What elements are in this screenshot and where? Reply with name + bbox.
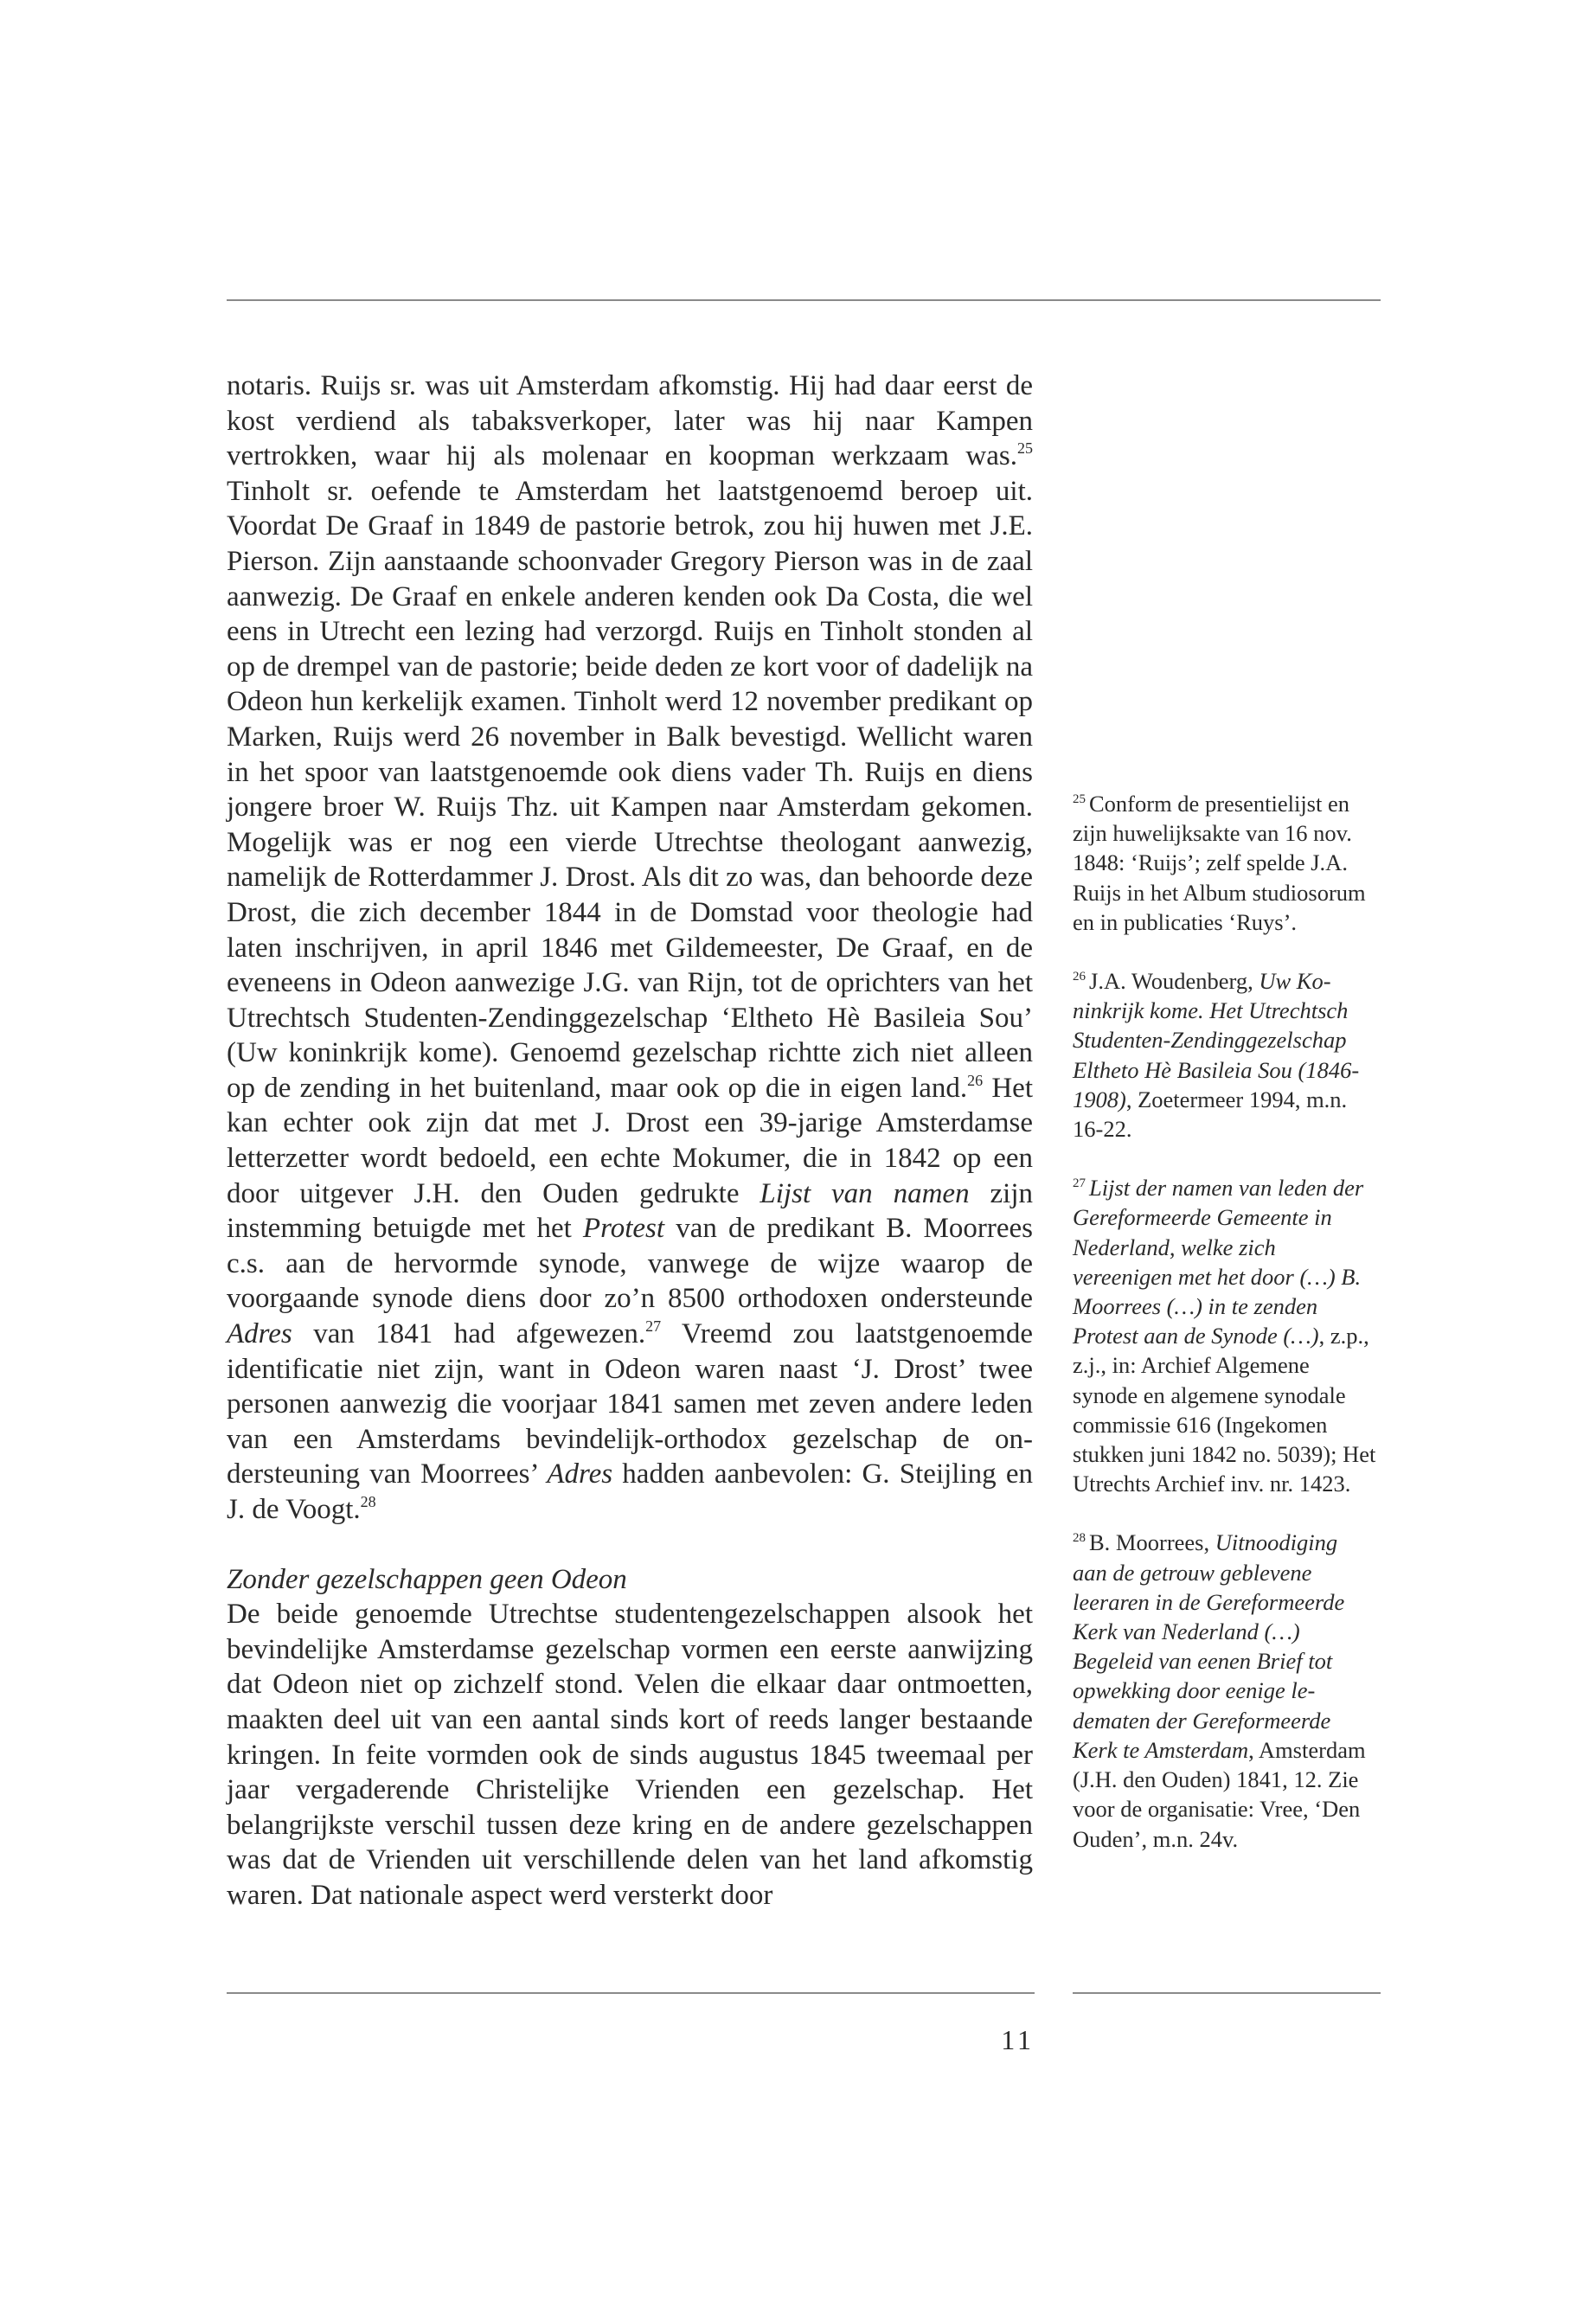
footnote-text: , Zoetermeer 1994, m.n. 16-22. [1073, 1086, 1348, 1143]
text-run: zijn instemming betuigde met het [227, 1177, 1034, 1245]
footnote-27 [1073, 1173, 1377, 1498]
footnote-text: B. Moorrees, [1089, 1529, 1215, 1556]
footnote-ref-25: 25 [1017, 439, 1033, 458]
header-rule [227, 299, 1381, 301]
text-run: notaris. Ruijs sr. was uit Amsterdam afkomstig. Hij had daar eerst de kost verdiend als tabaksverkoper, later was hij naar Kampen vertrokken, waar hij als molenaar en koopman werkzaam was. [227, 370, 1033, 472]
footnote-text: , z.p., z.j., in: Archief Algemene synode en algemene synodale commissie 616 (Ingekomen stukken juni 1842 no. 5039); Het Utrechts Archief inv. nr. 1423. [1073, 1323, 1376, 1497]
italic-title-adres: Adres [547, 1458, 613, 1490]
main-text-column [227, 369, 1033, 1913]
footnotes-column [1073, 789, 1377, 1883]
footnote-ref-28: 28 [360, 1493, 376, 1510]
footnote-text: , Amsterdam (J.H. den Ouden) 1841, 12. Zie voor de organisatie: Vree, ‘Den Ouden’, m.n. 24v. [1073, 1736, 1366, 1852]
footnote-number: 25 [1073, 792, 1086, 806]
section-heading: Zonder gezelschappen geen Odeon [227, 1563, 627, 1595]
text-run: Vreemd zou laatstgenoemde identificatie niet zijn, want in Odeon waren naast ‘J. Drost’ twee personen aanwezig die voorjaar 1841 samen met zeven andere leden van een Amsterdams bevindelijk-orthodox gezelschap de ondersteuning van Moorrees’ [227, 1318, 1033, 1490]
italic-title-protest: Protest [582, 1213, 665, 1245]
footer-rule-notes [1073, 1992, 1381, 1994]
text-run: van de predikant B. Moorrees c.s. aan de hervormde synode, vanwege de wijze waarop de voorgaande synode diens door zo’n 8500 orthodoxen ondersteunde [227, 1213, 1033, 1315]
footnote-number: 27 [1073, 1176, 1086, 1191]
italic-title-adres: Adres [227, 1318, 292, 1350]
page-number: 11 [1001, 2024, 1035, 2055]
footnote-italic-title: Lijst der namen van leden der Gereformeerde Gemeente in Nederland, welke zich vereenigen met het door (…) B. Moorrees (…) in te zenden Protest aan de Synode (…) [1073, 1175, 1364, 1349]
paragraph-1 [227, 369, 1033, 1528]
text-run: van 1841 had afgewezen. [292, 1318, 646, 1350]
italic-title-lijst-van-namen: Lijst van namen [760, 1177, 970, 1209]
footnote-ref-27: 27 [645, 1317, 662, 1336]
footer-rule-main [227, 1992, 1035, 1994]
footnote-28 [1073, 1528, 1377, 1853]
text-run: Tinholt sr. oefende te Amsterdam het laatstgenoemd beroep uit. Voordat De Graaf in 1849 de pastorie betrok, zou hij huwen met J.E. Pierson. Zijn aanstaande schoonvader Gregory Pierson was in de zaal aanwezig. De Graaf en enkele anderen kenden ook Da Costa, die wel eens in Utrecht een lezing had verzorgd. Ruijs en Tinholt stonden al op de drempel van de pastorie; beide deden ze kort voor of dadelijk na Odeon hun kerkelijk examen. Tinholt werd 12 november predikant op Marken, Ruijs werd 26 november in Balk bevestigd. Wellicht waren in het spoor van laatstgenoemde ook diens vader Th. Ruijs en diens jongere broer W. Ruijs Thz. uit Kampen naar Amsterdam gekomen. Mogelijk was er nog een vierde Utrechtse theologant aanwezig, namelijk de Rotterdammer J. Drost. Als dit zo was, dan behoorde deze Drost, die zich december 1844 in de Domstad voor theologie had laten inschrijven, in april 1846 met Gildemeester, De Graaf, en de eveneens in Odeon aanwezige J.G. van Rijn, tot de oprichters van het Utrechtsch Studenten-Zendinggezelschap ‘Eltheto Hè Basileia Sou’ (Uw koninkrijk kome). Genoemd gezelschap richtte zich niet alleen op de zending in het buitenland, maar ook op die in eigen land. [227, 475, 1033, 1104]
text-run: hadden aanbevolen: G. Steijling en J. de Voogt. [227, 1458, 1033, 1525]
footnote-text: Conform de presentielijst en zijn huwelijksakte van 16 nov. 1848: ‘Ruijs’; zelf spelde J.A. Ruijs in het Album studiosorum en in publicaties ‘Ruys’. [1073, 791, 1366, 935]
footnote-text: J.A. Woudenberg, [1089, 968, 1259, 995]
footnote-25 [1073, 789, 1377, 937]
footnote-26 [1073, 966, 1377, 1144]
footnote-ref-26: 26 [967, 1071, 984, 1089]
footnote-italic-title: Uitnoodiging aan de getrouw geblevene leeraren in de Gereformeerde Kerk van Nederland (…) Begeleid van eenen Brief tot opwekking door eenige ledematen der Gereformeerde Kerk te Amsterdam [1073, 1529, 1345, 1763]
text-run: Het kan echter ook zijn dat met J. Drost een 39-jarige Amsterdamse letterzetter wordt bedoeld, een echte Mokumer, die in 1842 op een door uitgever J.H. den Ouden gedrukte [227, 1072, 1033, 1209]
paragraph-2: De beide genoemde Utrechtse studentengezelschappen alsook het bevindelijke Amsterdamse gezelschap vormen een eerste aanwijzing dat Odeon niet op zichzelf stond. Velen die elkaar daar ontmoetten, maakten deel uit van een aantal sinds kort of reeds langer bestaande kringen. In feite vormden ook de sinds augustus 1845 tweemaal per jaar vergaderende Christelijke Vrienden een gezelschap. Het belangrijkste verschil tussen deze kring en de andere gezelschappen was dat de Vrienden uit verschillende delen van het land afkomstig waren. Dat nationale aspect werd versterkt door [227, 1599, 1033, 1911]
footnote-number: 28 [1073, 1531, 1086, 1546]
footnote-italic-title: Uw Koninkrijk kome. Het Utrechtsch Studenten-Zendinggezelschap Eltheto Hè Basileia Sou (1846-1908) [1073, 968, 1360, 1112]
footnote-number: 26 [1073, 970, 1086, 984]
